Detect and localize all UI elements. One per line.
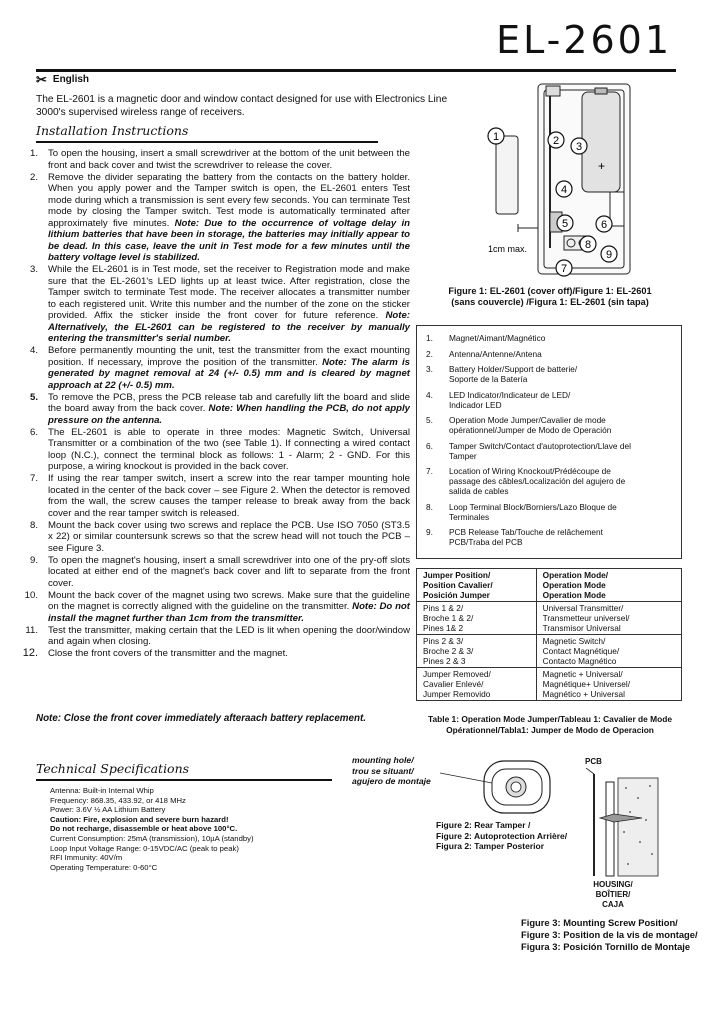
mounting-hole-line: mounting hole/	[352, 755, 414, 765]
cell-line: Transmisor Universal	[542, 623, 621, 633]
cell-line: Jumper Removed/	[423, 669, 491, 679]
cell-line: Universal Transmitter/	[542, 603, 624, 613]
table-cell	[536, 668, 681, 701]
spec-line: Power: 3.6V ½ AA Lithium Battery	[50, 805, 166, 815]
cell-line: Pins 1 & 2/	[423, 603, 464, 613]
list-item	[20, 473, 410, 519]
spec-line: Antenna: Built-in Internal Whip	[50, 786, 154, 795]
list-item	[20, 172, 410, 264]
list-item	[20, 264, 410, 345]
table-cell	[536, 635, 681, 668]
spec-line: Do not recharge, disassemble or heat above 100°C.	[50, 824, 238, 834]
battery-plus-sign: +	[598, 159, 606, 173]
installation-steps	[20, 148, 410, 660]
table-row	[417, 635, 682, 668]
cell-line: Magnetic + Universal/	[542, 669, 623, 679]
legend-line: Antenna/Antenne/Antena	[449, 348, 542, 359]
list-item	[20, 648, 410, 660]
step-text: To remove the PCB, press the PCB release tab and carefully lift the board and slide the board away from the back cover.	[48, 391, 410, 414]
list-item	[20, 555, 410, 590]
spec-line: RFI Immunity: 40V/m	[50, 853, 123, 863]
legend-line: Tamper	[449, 450, 477, 461]
legend-item	[426, 390, 676, 410]
callout-number: 9	[605, 249, 613, 261]
legend-line: Indicador LED	[449, 399, 502, 410]
list-item	[20, 148, 410, 171]
cell-line: Pins 2 & 3/	[423, 636, 464, 646]
list-item	[20, 427, 410, 473]
document-title: EL-2601	[496, 18, 672, 62]
legend-number: 1.	[426, 333, 433, 343]
spec-line: Frequency: 868.35, 433.92, or 418 MHz	[50, 795, 186, 805]
legend-line: Operation Mode Jumper/Cavalier de mode	[449, 415, 606, 425]
table-row	[417, 668, 682, 701]
figure2-caption-line: Figure 2: Rear Tamper /	[436, 820, 531, 830]
step-number: 9.	[29, 554, 38, 566]
cell-line: Broche 2 & 3/	[423, 646, 474, 656]
legend-line: PCB Release Tab/Touche de relâchement	[449, 527, 603, 537]
tech-specs-list	[50, 786, 254, 872]
spec-line: Current Consumption: 25mA (transmission), 10µA (standby)	[50, 833, 254, 843]
step-number: 6.	[29, 426, 38, 438]
distance-label: 1cm max.	[488, 244, 528, 254]
step-text: The EL-2601 is able to operate in three modes: Magnetic Switch, Universal Transmitter or a combination of the two (see Table 1). If connecting a wired contact loop (N.C.), connect the terminal block as follows: 1 - Alarm; 2 - GND. For this purpose, a wiring knockout is provided in the back cover.	[48, 426, 410, 472]
legend-number: 5.	[426, 415, 433, 425]
figure2-caption-line: Figure 2: Autoprotection Arrière/	[436, 830, 568, 841]
table1-caption-line: Table 1: Operation Mode Jumper/Tableau 1: Cavalier de Mode	[427, 714, 672, 724]
legend-number: 8.	[426, 501, 433, 512]
table-body	[417, 602, 682, 701]
table1-caption-line: Opérationnel/Tabla1: Jumper de Modo de Operacion	[446, 724, 654, 735]
operation-mode-table	[416, 568, 682, 701]
cell-line: Magnético + Universal	[542, 689, 625, 699]
list-item	[20, 625, 410, 648]
table-cell	[417, 602, 537, 635]
table1-caption	[402, 714, 698, 735]
figure3-caption-line: Figure 3: Position de la vis de montage/	[521, 929, 698, 940]
callout-number: 8	[584, 239, 592, 251]
cell-line: Pines 2 & 3	[423, 656, 466, 666]
legend-line: LED Indicator/Indicateur de LED/	[449, 389, 571, 400]
legend-item	[426, 364, 676, 384]
header-line: Operation Mode	[542, 580, 606, 590]
step-number: 1.	[29, 148, 38, 159]
component-legend	[426, 333, 676, 553]
step-text: Mount the back cover of the magnet using two screws. Make sure that the guideline on the magnet is correctly aligned with the guideline on the transmitter.	[48, 589, 410, 612]
mounting-hole-line: trou se situant/	[352, 765, 414, 776]
step-text: Test the transmitter, making certain that the LED is lit when opening the door/window and again when closing.	[48, 624, 410, 647]
mounting-hole-line: agujero de montaje	[352, 776, 431, 786]
legend-number: 7.	[426, 466, 433, 476]
step-number: 7.	[29, 473, 38, 484]
legend-line: Magnet/Aimant/Magnético	[449, 333, 546, 343]
installation-rule	[36, 141, 378, 143]
callout-number: 5	[561, 218, 569, 230]
cell-line: Transmetteur universel/	[542, 613, 630, 623]
header-line: Jumper Position/	[423, 570, 491, 580]
figure1-device-diagram	[484, 78, 640, 278]
step-text: Before permanently mounting the unit, test the transmitter from the exact mounting position. If necessary, improve the position of the transmitter.	[48, 345, 410, 368]
callout-number: 6	[600, 219, 608, 231]
legend-number: 2.	[426, 348, 433, 359]
legend-line: passage des câbles/Localización del agujero de	[449, 476, 626, 486]
callout-number: 2	[552, 135, 560, 147]
step-note: Note: Do not install the magnet further than 1cm from the transmitter.	[48, 601, 410, 624]
step-number: 2.	[29, 171, 38, 183]
legend-item	[426, 502, 676, 522]
tech-specs-rule	[36, 779, 332, 781]
legend-line: salida de cables	[449, 486, 509, 496]
legend-number: 6.	[426, 440, 433, 451]
battery-shape	[582, 92, 620, 192]
housing-label-line: CAJA	[602, 900, 624, 909]
housing-label	[578, 880, 648, 910]
step-number: 8.	[29, 519, 38, 531]
table-cell	[417, 668, 537, 701]
cell-line: Magnetic Switch/	[542, 636, 606, 646]
legend-line: Tamper Switch/Contact d'autoprotection/Llave del	[449, 440, 631, 451]
callout-number: 7	[560, 263, 568, 275]
legend-item	[426, 441, 676, 461]
legend-item	[426, 466, 676, 496]
step-text: To open the housing, insert a small screwdriver at the bottom of the unit between the front and back cover and twist the screwdriver to release the cover.	[48, 148, 410, 171]
header-line: Operation Mode/	[542, 570, 609, 580]
mounting-hole-label	[352, 755, 431, 787]
language-text: English	[52, 74, 90, 85]
step-number: 5.	[29, 391, 38, 403]
cell-line: Magnétique+ Universel/	[542, 679, 631, 689]
cell-line: Cavalier Enlevé/	[423, 679, 484, 689]
legend-line: opérationnel/Jumper de Modo de Operación	[449, 425, 612, 435]
step-text: To open the magnet's housing, insert a small screwdriver into one of the pry-off slots located at either end of the magnet's back cover and lift to separate from the front cover.	[48, 554, 410, 589]
header-line: Position Cavalier/	[423, 580, 493, 590]
list-item	[20, 590, 410, 625]
magnet-shape	[496, 136, 518, 214]
list-item	[20, 520, 410, 555]
figure1-caption	[420, 286, 680, 308]
spec-line: Operating Temperature: 0-60°C	[50, 862, 158, 872]
legend-item	[426, 527, 676, 547]
table-cell	[417, 635, 537, 668]
header-line: Posición Jumper	[423, 590, 490, 600]
legend-item	[426, 333, 676, 343]
figure2-rear-tamper-diagram	[440, 755, 560, 819]
cell-line: Contacto Magnético	[542, 656, 617, 666]
table-header-cell	[417, 569, 537, 602]
legend-number: 3.	[426, 364, 433, 374]
step-text: While the EL-2601 is in Test mode, set the receiver to Registration mode and make sure that the EL-2601's LED lights up at least twice. After registration, close the Tamper switch to terminate Test mode. The receiver allocates a transmitter number to each registered unit. Write this number and the number of the zone on the sticker provided. Affix the sticker inside the front cover for future reference.	[48, 264, 410, 321]
figure1-caption-line: (sans couvercle) /Figura 1: EL-2601 (sin tapa)	[451, 297, 649, 307]
step-note: Note: Alternatively, the EL-2601 can be registered to the receiver by manually entering the transmitter's serial number.	[48, 310, 410, 344]
step-number: 10.	[24, 589, 38, 601]
cell-line: Contact Magnétique/	[542, 646, 620, 656]
header-line: Operation Mode	[542, 590, 606, 600]
cell-line: Jumper Removido	[423, 689, 491, 699]
step-note: Note: The alarm is generated by magnet removal at 24 (+/- 0.5) mm and is cleared by magnet approach at 22 (+/- 0.5) mm.	[48, 356, 410, 391]
figure2-caption-line: Figura 2: Tamper Posterior	[436, 841, 545, 851]
legend-line: PCB/Traba del PCB	[449, 537, 523, 547]
cell-line: Pines 1& 2	[423, 623, 464, 633]
spec-line: Caution: Fire, explosion and severe burn hazard!	[50, 814, 229, 824]
tech-specs-heading: Technical Specifications	[36, 761, 190, 776]
figure3-caption-line: Figura 3: Posición Tornillo de Montaje	[521, 941, 691, 952]
step-note: Note: When handling the PCB, do not apply pressure on the antenna.	[48, 403, 410, 426]
list-item	[20, 345, 410, 391]
step-text: Remove the divider separating the battery from the contacts on the battery holder. When you apply power and the Tamper switch is open, the EL-2601 enters Test mode during which a transmission is sent every few seconds. You can terminate Test mode by closing the Tamper switch. Test mode is automatically terminated after approximately five minutes.	[48, 171, 410, 229]
table-header-row	[417, 569, 682, 602]
table-header-cell	[536, 569, 681, 602]
step-number: 3.	[29, 264, 38, 275]
scissors-icon: ✂	[36, 71, 47, 87]
intro-paragraph: The EL-2601 is a magnetic door and window contact designed for use with Electronics Line 3000's supervised wireless range of receivers.	[36, 94, 448, 118]
step-number: 12.	[22, 647, 38, 659]
legend-item	[426, 415, 676, 435]
callout-number: 4	[560, 184, 568, 196]
legend-line: Soporte de la Batería	[449, 374, 528, 384]
step-note: Note: Due to the occurrence of voltage delay in lithium batteries that have been in storage, the batteries may initially appear to be dead. In this case, leave the unit in Test mode for a few minutes until the battery voltage level is stabilized.	[48, 217, 410, 263]
legend-number: 4.	[426, 389, 433, 400]
figure3-mounting-screw-diagram	[580, 768, 660, 878]
header-rule	[36, 69, 676, 72]
housing-label-line: BOÎTIER/	[595, 890, 631, 899]
legend-line: Location of Wiring Knockout/Prédécoupe de	[449, 466, 611, 476]
step-text: If using the rear tamper switch, insert a screw into the rear tamper mounting hole located in the center of the back cover – see Figure 2. When the detector is removed from the wall, the screw causes the tamper release to break away from the back cover and the rear tamper switch is released.	[48, 473, 410, 519]
figure2-caption	[436, 820, 567, 852]
step-text: Close the front covers of the transmitter and the magnet.	[48, 648, 288, 659]
housing-label-line: HOUSING/	[593, 880, 633, 889]
figure1-caption-line: Figure 1: EL-2601 (cover off)/Figure 1: EL-2601	[448, 286, 652, 296]
list-item	[20, 392, 410, 427]
table-cell	[536, 602, 681, 635]
figure3-caption-line: Figure 3: Mounting Screw Position/	[521, 917, 678, 928]
step-number: 11.	[25, 624, 38, 636]
legend-number: 9.	[426, 527, 433, 537]
cell-line: Broche 1 & 2/	[423, 613, 474, 623]
spec-line: Loop Input Voltage Range: 0-15VDC/AC (peak to peak)	[50, 843, 239, 853]
step-text: Mount the back cover using two screws and replace the PCB. Use ISO 7050 (ST3.5 x 22) or similar countersunk screws so that the screw head will not touch the PCB – see Figure 3.	[48, 519, 410, 554]
step-number: 4.	[29, 345, 38, 356]
callout-number: 3	[575, 141, 583, 153]
language-label	[36, 71, 90, 87]
legend-line: Loop Terminal Block/Borniers/Lazo Bloque de	[449, 501, 617, 512]
figure3-caption	[521, 917, 698, 953]
pcb-label: PCB	[585, 757, 602, 766]
legend-line: Terminales	[449, 511, 490, 522]
legend-line: Battery Holder/Support de batterie/	[449, 364, 578, 374]
callout-number: 1	[492, 131, 500, 143]
table-row	[417, 602, 682, 635]
legend-item	[426, 349, 676, 359]
installation-heading: Installation Instructions	[36, 123, 189, 138]
battery-note: Note: Close the front cover immediately afteraach battery replacement.	[36, 713, 366, 724]
